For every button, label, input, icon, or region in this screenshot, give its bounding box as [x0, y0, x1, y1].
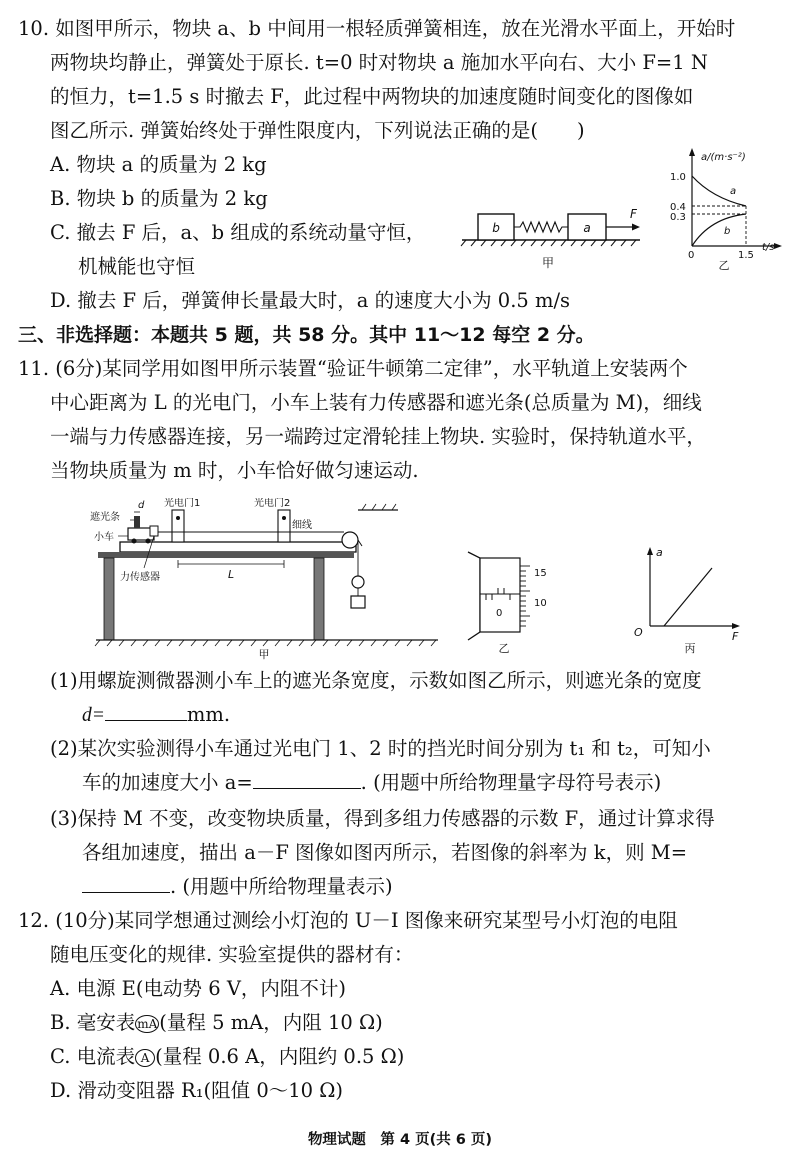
answer-blank-M[interactable]	[82, 874, 170, 893]
q10-line-4: 图乙所示. 弹簧始终处于弹性限度内，下列说法正确的是( )	[50, 119, 585, 142]
q10-option-c-1: C. 撤去 F 后，a、b 组成的系统动量守恒，	[50, 221, 426, 244]
tick-15: 15	[534, 568, 547, 579]
q11-line-3: 一端与力传感器连接，另一端跨过定滑轮挂上物块. 实验时，保持轨道水平，	[50, 425, 706, 448]
q12-option-c: C. 电流表 A (量程 0.6 A，内阻约 0.5 Ω)	[50, 1045, 405, 1068]
cart-label: 小车	[94, 532, 114, 543]
q11-line-4: 当物块质量为 m 时，小车恰好做匀速运动.	[50, 459, 419, 482]
q10-figure-yi	[666, 146, 794, 272]
tick-1-0: 1.0	[670, 172, 686, 183]
string-label: 细线	[292, 520, 312, 531]
spring	[514, 222, 568, 232]
tick-0-3: 0.3	[670, 212, 686, 223]
sensor-label: 力传感器	[120, 572, 160, 583]
q11-part3-c: . (用题中所给物理量表示)	[82, 874, 393, 900]
q12-line-2: 随电压变化的规律. 实验室提供的器材有：	[50, 943, 414, 966]
tick-10: 10	[534, 598, 547, 609]
q11-part3-b: 各组加速度，描出 a－F 图像如图丙所示，若图像的斜率为 k，则 M=	[82, 841, 688, 864]
q11-figure-yi	[460, 544, 564, 662]
q11-part1-b: d= mm.	[82, 703, 231, 726]
section-header: 三、非选择题：本题共 5 题，共 58 分。其中 11～12 每空 2 分。	[18, 324, 595, 346]
q10-line-3: 的恒力，t=1.5 s 时撤去 F，此过程中两物块的加速度随时间变化的图像如	[50, 85, 694, 108]
q11-part1-a: (1)用螺旋测微器测小车上的遮光条宽度，示数如图乙所示，则遮光条的宽度	[50, 669, 702, 692]
q11-part2-b: 车的加速度大小 a= . (用题中所给物理量字母符号表示)	[82, 771, 662, 794]
milliammeter-symbol-icon: mA	[137, 1017, 158, 1031]
force-label: F	[630, 207, 637, 221]
F-axis-label: F	[732, 630, 739, 643]
caption-yi: 乙	[718, 259, 730, 272]
caption-yi-11: 乙	[498, 642, 510, 655]
origin-label: O	[634, 626, 643, 639]
q10-figure-jia	[460, 200, 650, 272]
a-axis-label: a	[656, 546, 663, 559]
q12-line-1: 12. (10分)某同学想通过测绘小灯泡的 U－I 图像来研究某型号小灯泡的电阻	[18, 909, 678, 932]
x-axis-label: t/s	[762, 242, 775, 253]
q11-part3-a: (3)保持 M 不变，改变物块质量，得到多组力传感器的示数 F，通过计算求得	[50, 807, 715, 830]
shade-strip-label: 遮光条	[90, 512, 120, 523]
q10-option-d: D. 撤去 F 后，弹簧伸长量最大时，a 的速度大小为 0.5 m/s	[50, 289, 571, 312]
q10-option-a: A. 物块 a 的质量为 2 kg	[50, 153, 267, 176]
ammeter-symbol-icon: A	[135, 1049, 155, 1067]
tick-1-5: 1.5	[738, 250, 754, 261]
force-arrow	[632, 224, 640, 231]
q10-option-b: B. 物块 b 的质量为 2 kg	[50, 187, 268, 210]
q10-option-c-2: 机械能也守恒	[78, 255, 196, 278]
answer-blank-a[interactable]	[253, 770, 361, 789]
caption-bing: 丙	[684, 642, 696, 655]
L-label: L	[228, 568, 235, 581]
caption-jia: 甲	[541, 256, 555, 270]
curve-b	[692, 214, 746, 246]
q10-line-1: 10. 如图甲所示，物块 a、b 中间用一根轻质弹簧相连，放在光滑水平面上，开始时	[18, 17, 736, 40]
curve-a	[692, 176, 746, 206]
aF-line	[664, 568, 712, 626]
caption-jia-11: 甲	[258, 648, 270, 660]
y-axis-label: a/(m·s⁻²)	[701, 152, 746, 163]
gate1-label: 光电门1	[164, 498, 201, 509]
fixed-pulley	[342, 532, 358, 548]
q12-option-a: A. 电源 E(电动势 6 V，内阻不计)	[50, 977, 347, 1000]
q11-figure-jia	[88, 498, 450, 660]
track	[120, 542, 356, 552]
block-a-label: a	[583, 221, 591, 235]
block-b-label: b	[492, 221, 500, 235]
curve-b-label: b	[724, 226, 731, 237]
hanging-block	[351, 596, 365, 608]
q12-option-d: D. 滑动变阻器 R₁(阻值 0～10 Ω)	[50, 1079, 344, 1102]
tick-0-4: 0.4	[670, 202, 686, 213]
shade-strip	[134, 516, 140, 528]
light-gate-2	[278, 510, 290, 542]
q11-figure-bing	[630, 544, 750, 662]
gate2-label: 光电门2	[254, 498, 291, 509]
tick-x-0: 0	[688, 250, 695, 261]
tick-0: 0	[496, 608, 503, 619]
q11-line-1: 11. (6分)某同学用如图甲所示装置“验证牛顿第二定律”，水平轨道上安装两个	[18, 357, 688, 380]
curve-a-label: a	[730, 186, 737, 197]
q11-line-2: 中心距离为 L 的光电门，小车上装有力传感器和遮光条(总质量为 M)，细线	[50, 391, 702, 414]
answer-blank-d[interactable]	[105, 702, 187, 721]
light-gate-1	[172, 510, 184, 542]
q12-option-b: B. 毫安表 mA (量程 5 mA，内阻 10 Ω)	[50, 1011, 383, 1034]
q10-line-2: 两物块均静止，弹簧处于原长. t=0 时对物块 a 施加水平向右、大小 F=1 N	[50, 51, 708, 74]
table-top	[98, 552, 354, 558]
page-footer: 物理试题 第 4 页(共 6 页)	[307, 1132, 493, 1148]
q11-part2-a: (2)某次实验测得小车通过光电门 1、2 时的挡光时间分别为 t₁ 和 t₂，可知小	[50, 737, 711, 760]
d-label: d	[138, 500, 145, 511]
force-sensor	[150, 526, 158, 536]
